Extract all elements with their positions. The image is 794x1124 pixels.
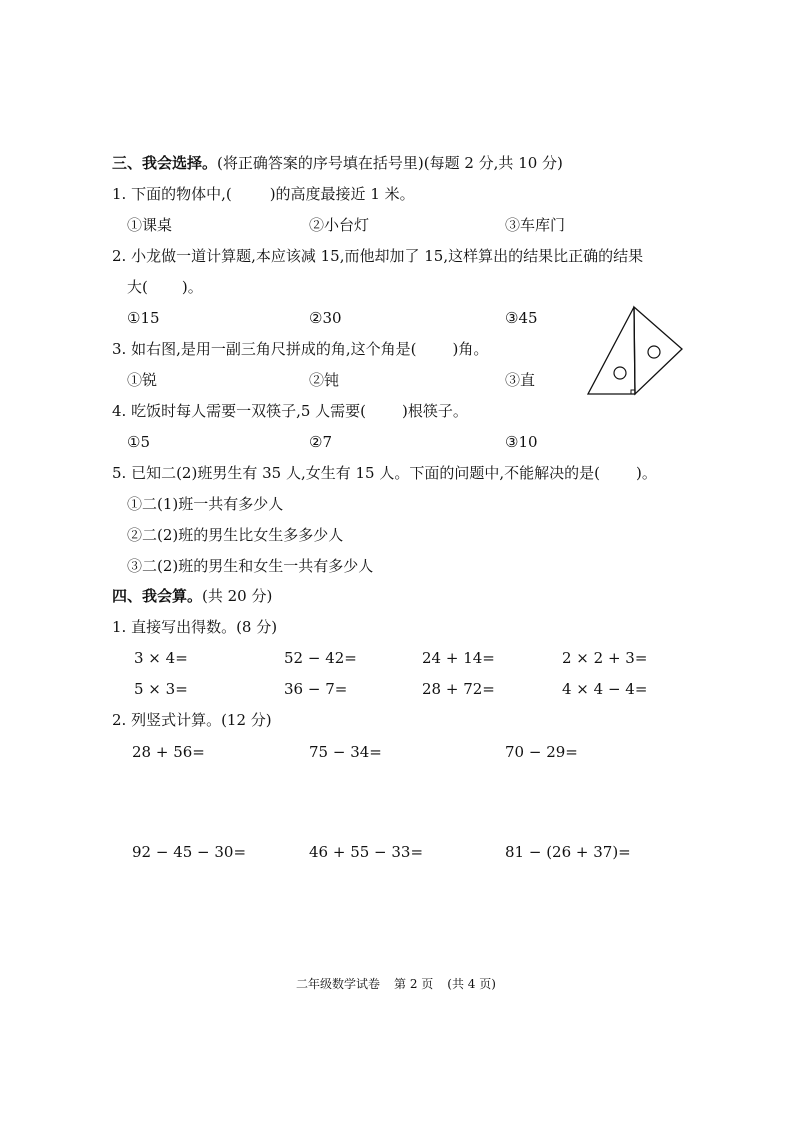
mental-calc-item: 2 × 2 + 3= [562, 649, 648, 667]
footer-page-number: 第 2 页 [394, 977, 434, 991]
section-3-title: 三、我会选择。 [112, 154, 218, 172]
question-5-stem-after: )。 [635, 464, 657, 482]
section-3-heading [112, 153, 563, 173]
question-3-option-3: ③直 [505, 371, 536, 389]
question-3-stem-before: 3. 如右图,是用一副三角尺拼成的角,这个角是( [112, 340, 417, 358]
mental-calc-item: 52 − 42= [284, 649, 357, 667]
question-3-option-2: ②钝 [309, 371, 340, 389]
vertical-calc-item: 75 − 34= [309, 743, 382, 761]
question-1-stem-after: )的高度最接近 1 米。 [269, 185, 415, 203]
question-1-option-1: ①课桌 [127, 216, 173, 234]
question-2-option-1: ①15 [127, 309, 160, 327]
set-square-angle-figure [586, 305, 686, 397]
part-2-title: 2. 列竖式计算。(12 分) [112, 711, 272, 729]
set-square-right [634, 307, 682, 394]
question-3-stem [112, 339, 488, 359]
question-1-option-3: ③车库门 [505, 216, 566, 234]
question-4-option-1: ①5 [127, 433, 150, 451]
question-4-option-3: ③10 [505, 433, 538, 451]
mental-calc-item: 3 × 4= [134, 649, 188, 667]
mental-calc-item: 36 − 7= [284, 680, 348, 698]
question-3-option-1: ①锐 [127, 371, 158, 389]
part-1-title: 1. 直接写出得数。(8 分) [112, 618, 278, 636]
vertical-calc-item: 46 + 55 − 33= [309, 843, 424, 861]
section-4-title: 四、我会算。 [112, 587, 203, 605]
vertical-calc-item: 28 + 56= [132, 743, 205, 761]
question-2-option-2: ②30 [309, 309, 342, 327]
vertical-calc-item: 70 − 29= [505, 743, 578, 761]
page-footer [296, 976, 496, 992]
footer-total-pages: (共 4 页) [447, 977, 496, 991]
question-1-stem [112, 184, 415, 204]
question-2-option-3: ③45 [505, 309, 538, 327]
question-1-option-2: ②小台灯 [309, 216, 370, 234]
question-4-option-2: ②7 [309, 433, 332, 451]
footer-subject: 二年级数学试卷 [296, 977, 381, 991]
section-4-heading [112, 586, 272, 606]
section-4-note: (共 20 分) [202, 587, 273, 605]
question-4-stem [112, 401, 468, 421]
question-1-stem-before: 1. 下面的物体中,( [112, 185, 232, 203]
set-square-hole [648, 346, 660, 358]
question-4-stem-after: )根筷子。 [402, 402, 468, 420]
set-square-hole [614, 367, 626, 379]
question-2-stem-after: )。 [181, 278, 203, 296]
question-5-option-2: ②二(2)班的男生比女生多多少人 [127, 526, 344, 544]
set-square-left [588, 307, 635, 394]
question-5-stem-before: 5. 已知二(2)班男生有 35 人,女生有 15 人。下面的问题中,不能解决的是( [112, 464, 600, 482]
question-4-stem-before: 4. 吃饭时每人需要一双筷子,5 人需要( [112, 402, 367, 420]
section-3-note: (将正确答案的序号填在括号里)(每题 2 分,共 10 分) [217, 154, 563, 172]
question-5-stem [112, 463, 657, 483]
question-2-stem-before: 大( [127, 278, 148, 296]
question-2-stem-line-1: 2. 小龙做一道计算题,本应该减 15,而他却加了 15,这样算出的结果比正确的结果 [112, 247, 644, 265]
mental-calc-item: 28 + 72= [422, 680, 495, 698]
vertical-calc-item: 81 − (26 + 37)= [505, 843, 631, 861]
question-3-stem-after: )角。 [452, 340, 489, 358]
vertical-calc-item: 92 − 45 − 30= [132, 843, 247, 861]
mental-calc-item: 5 × 3= [134, 680, 188, 698]
mental-calc-item: 4 × 4 − 4= [562, 680, 648, 698]
question-5-option-1: ①二(1)班一共有多少人 [127, 495, 284, 513]
question-2-stem-line-2 [127, 277, 203, 297]
question-5-option-3: ③二(2)班的男生和女生一共有多少人 [127, 557, 374, 575]
mental-calc-item: 24 + 14= [422, 649, 495, 667]
